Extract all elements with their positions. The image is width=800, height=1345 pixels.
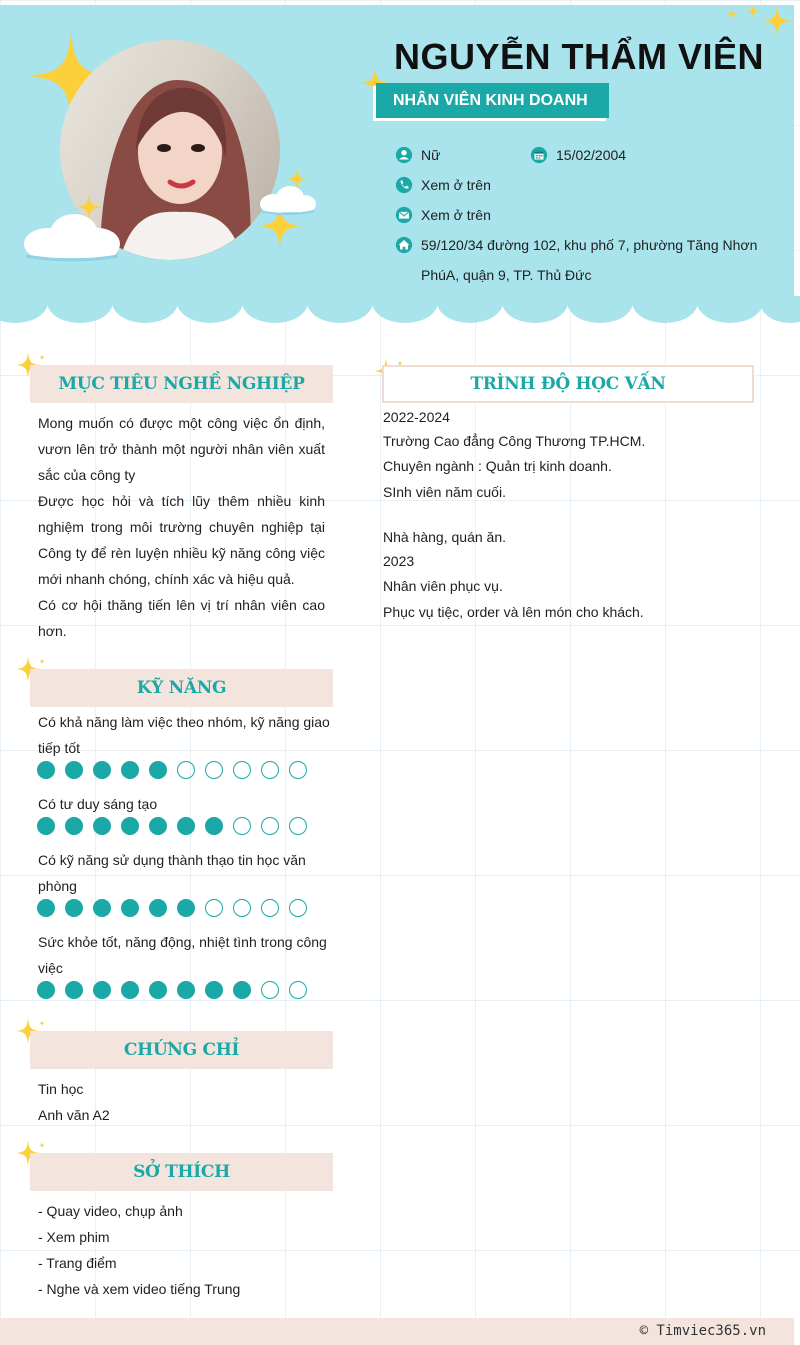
skill-label-line: việc bbox=[38, 960, 63, 976]
hobby-item: - Nghe và xem video tiếng Trung bbox=[38, 1281, 241, 1297]
rating-dot-filled bbox=[121, 899, 139, 917]
rating-dot-filled bbox=[65, 817, 83, 835]
skill-label-line: Có tư duy sáng tạo bbox=[38, 796, 158, 812]
rating-dot-filled bbox=[121, 817, 139, 835]
rating-dot-filled bbox=[121, 981, 139, 999]
rating-dot-filled bbox=[149, 981, 167, 999]
address-line-1: 59/120/34 đường 102, khu phố 7, phường Tăng Nhơn bbox=[421, 237, 758, 253]
home-icon bbox=[395, 236, 413, 254]
candidate-name: NGUYỄN THẨM VIÊN bbox=[394, 36, 765, 77]
sparkle-icon bbox=[762, 6, 792, 36]
rating-dot-filled bbox=[177, 899, 195, 917]
section-heading-hobbies: SỞ THÍCH bbox=[30, 1153, 333, 1191]
work-year: 2023 bbox=[383, 553, 415, 569]
cloud-icon bbox=[256, 184, 318, 216]
rating-dot-empty bbox=[261, 899, 279, 917]
sparkle-icon bbox=[746, 4, 760, 18]
rating-dot-filled bbox=[93, 817, 111, 835]
rating-dot-filled bbox=[177, 981, 195, 999]
objective-line: vươn lên trở thành một người nhân viên xuất bbox=[38, 441, 325, 457]
gender-value: Nữ bbox=[421, 147, 441, 163]
job-title-badge: NHÂN VIÊN KINH DOANH bbox=[376, 83, 609, 118]
address-line-2: PhúA, quận 9, TP. Thủ Đức bbox=[421, 267, 592, 283]
rating-dot-empty bbox=[289, 817, 307, 835]
skill-2-label bbox=[38, 791, 333, 817]
rating-dot-filled bbox=[65, 981, 83, 999]
email-value: Xem ở trên bbox=[421, 207, 491, 223]
work-description: Phục vụ tiệc, order và lên món cho khách. bbox=[383, 604, 644, 620]
objective-line: Được học hỏi và tích lũy thêm nhiều kinh bbox=[38, 493, 325, 509]
rating-dot-empty bbox=[205, 761, 223, 779]
user-icon bbox=[395, 146, 413, 164]
skill-label-line: Có khả năng làm việc theo nhóm, kỹ năng giao bbox=[38, 714, 330, 730]
skill-label-line: Sức khỏe tốt, năng động, nhiệt tình trong công bbox=[38, 934, 327, 950]
skill-3-label bbox=[38, 847, 333, 899]
rating-dot-filled bbox=[149, 761, 167, 779]
phone-icon bbox=[395, 176, 413, 194]
rating-dot-filled bbox=[37, 817, 55, 835]
skill-4-label bbox=[38, 929, 333, 981]
rating-dot-empty bbox=[289, 981, 307, 999]
mail-icon bbox=[395, 206, 413, 224]
rating-dot-filled bbox=[205, 981, 223, 999]
certificate-item: Anh văn A2 bbox=[38, 1107, 110, 1123]
certificate-item: Tin học bbox=[38, 1081, 84, 1097]
work-place: Nhà hàng, quán ăn. bbox=[383, 529, 506, 545]
work-role: Nhân viên phục vụ. bbox=[383, 578, 503, 594]
section-heading-skills: KỸ NĂNG bbox=[30, 669, 333, 707]
rating-dot-empty bbox=[261, 817, 279, 835]
rating-dot-filled bbox=[205, 817, 223, 835]
rating-dot-empty bbox=[233, 817, 251, 835]
objective-line: Công ty để rèn luyện nhiều kỹ năng công việc bbox=[38, 545, 325, 561]
birthday-value: 15/02/2004 bbox=[556, 147, 627, 163]
footer-credit: © Timviec365.vn bbox=[639, 1323, 766, 1339]
education-period: 2022-2024 bbox=[383, 409, 450, 425]
certificate-list bbox=[38, 1076, 110, 1128]
skill-label-line: tiếp tốt bbox=[38, 740, 81, 756]
education-status: SInh viên năm cuối. bbox=[383, 484, 506, 500]
objective-line: mới nhanh chóng, chính xác và hiệu quả. bbox=[38, 571, 295, 587]
rating-dot-empty bbox=[289, 761, 307, 779]
skill-label-line: phòng bbox=[38, 878, 77, 894]
objective-line: hơn. bbox=[38, 623, 67, 639]
rating-dot-empty bbox=[261, 981, 279, 999]
rating-dot-filled bbox=[93, 899, 111, 917]
education-school: Trường Cao đẳng Công Thương TP.HCM. bbox=[383, 433, 646, 449]
rating-dot-filled bbox=[65, 899, 83, 917]
rating-dot-empty bbox=[233, 761, 251, 779]
objective-line: nghiệm trong môi trường chuyên nghiệp tại bbox=[38, 519, 325, 535]
rating-dot-filled bbox=[149, 899, 167, 917]
rating-dot-empty bbox=[233, 899, 251, 917]
rating-dot-empty bbox=[261, 761, 279, 779]
skill-1-label bbox=[38, 709, 333, 761]
rating-dot-filled bbox=[93, 761, 111, 779]
objective-line: sắc của công ty bbox=[38, 467, 136, 483]
hobby-item: - Xem phim bbox=[38, 1229, 110, 1245]
section-heading-objective: MỤC TIÊU NGHỀ NGHIỆP bbox=[30, 365, 333, 403]
rating-dot-filled bbox=[121, 761, 139, 779]
education-major: Chuyên ngành : Quản trị kinh doanh. bbox=[383, 458, 612, 474]
phone-value: Xem ở trên bbox=[421, 177, 491, 193]
footer bbox=[0, 1318, 794, 1345]
hobby-item: - Quay video, chụp ảnh bbox=[38, 1203, 183, 1219]
objective-line: Mong muốn có được một công việc ổn định, bbox=[38, 415, 325, 431]
rating-dot-filled bbox=[177, 817, 195, 835]
rating-dot-filled bbox=[37, 899, 55, 917]
hobby-item: - Trang điểm bbox=[38, 1255, 117, 1271]
rating-dot-empty bbox=[205, 899, 223, 917]
rating-dot-filled bbox=[233, 981, 251, 999]
sparkle-icon bbox=[726, 8, 738, 20]
objective-line: Có cơ hội thăng tiến lên vị trí nhân viên cao bbox=[38, 597, 325, 613]
rating-dot-filled bbox=[149, 817, 167, 835]
cloud-icon bbox=[18, 212, 126, 264]
rating-dot-filled bbox=[65, 761, 83, 779]
cloud-scallop-border bbox=[0, 296, 800, 328]
hobby-list bbox=[38, 1198, 240, 1302]
calendar-icon bbox=[530, 146, 548, 164]
objective-text bbox=[38, 410, 325, 644]
skill-label-line: Có kỹ năng sử dụng thành thạo tin học văn bbox=[38, 852, 306, 868]
rating-dot-filled bbox=[37, 981, 55, 999]
rating-dot-empty bbox=[177, 761, 195, 779]
rating-dot-filled bbox=[93, 981, 111, 999]
rating-dot-filled bbox=[37, 761, 55, 779]
section-heading-certificates: CHỨNG CHỈ bbox=[30, 1031, 333, 1069]
section-heading-education: TRÌNH ĐỘ HỌC VẤN bbox=[382, 365, 754, 403]
rating-dot-empty bbox=[289, 899, 307, 917]
